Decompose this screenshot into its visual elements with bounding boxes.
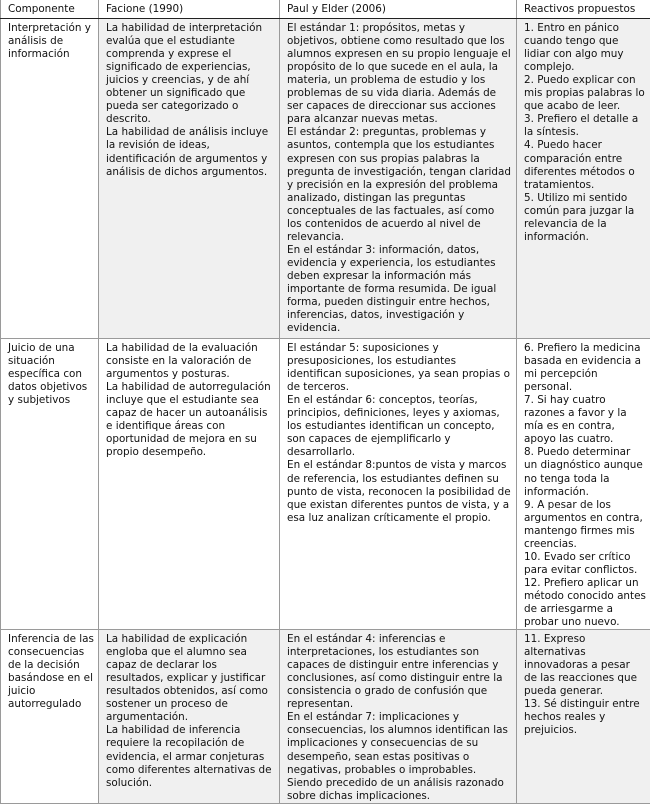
- header-reactivos: Reactivos propuestos: [517, 0, 650, 19]
- component-text: Juicio de una situación específica con datos objetivos y subjetivos: [8, 342, 94, 407]
- reactivo-item: 9. A pesar de los argumentos en contra, mantengo firmes mis creencias.: [524, 499, 646, 551]
- cell-paul-elder: [280, 630, 517, 804]
- reactivo-item: 12. Prefiero aplicar un método conocido antes de arriesgarme a probar uno nuevo.: [524, 577, 646, 629]
- header-row: [1, 0, 650, 19]
- reactivo-item: 3. Prefiero el detalle a la síntesis.: [524, 113, 646, 139]
- reactivo-item: 5. Utilizo mi sentido común para juzgar la relevancia de la información.: [524, 192, 646, 244]
- paragraph: El estándar 2: preguntas, problemas y asuntos, contempla que los estudiantes expresen con sus propias palabras la pregunta de investigación, tengan claridad y precisión en la expresión del problema analizado, distingan las preguntas conceptuales de las factuales, así como los contenidos de acuerdo al nivel de relevancia.: [287, 126, 512, 243]
- paragraph: El estándar 5: suposiciones y presuposiciones, los estudiantes identifican suposiciones, ya sean propias o de terceros.: [287, 342, 512, 394]
- reactivo-item: 7. Si hay cuatro razones a favor y la mía es en contra, apoyo las cuatro.: [524, 394, 646, 446]
- cell-reactivos: [517, 630, 650, 804]
- paragraph: La habilidad de interpretación evalúa que el estudiante comprenda y exprese el significado de experiencias, juicios y creencias, y de ahí obtener un significado que pueda ser categorizado o descrito.: [106, 22, 275, 126]
- cell-facione: [99, 19, 280, 339]
- table-row: [1, 630, 650, 804]
- paragraph: La habilidad de análisis incluye la revisión de ideas, identificación de argumentos y análisis de dichos argumentos.: [106, 126, 275, 178]
- header-componente: Componente: [1, 0, 99, 19]
- reactivo-item: 2. Puedo explicar con mis propias palabras lo que acabo de leer.: [524, 74, 646, 113]
- cell-componente: [1, 630, 99, 804]
- cell-facione: [99, 630, 280, 804]
- table-row: [1, 19, 650, 339]
- paragraph: La habilidad de autorregulación incluye que el estudiante sea capaz de hacer un autoanálisis e identifique áreas con oportunidad de mejora en su propio desempeño.: [106, 381, 275, 459]
- cell-reactivos: [517, 19, 650, 339]
- paragraph: En el estándar 7: implicaciones y consecuencias, los alumnos identifican las implicaciones y consecuencias de su desempeño, sean estas positivas o negativas, probables o improbables. Siendo precedido de un análisis razonado sobre dichas implicaciones.: [287, 711, 512, 802]
- paragraph: La habilidad de explicación engloba que el alumno sea capaz de declarar los resultados, explicar y justificar resultados obtenidos, así como sostener un proceso de argumentación.: [106, 633, 275, 724]
- paragraph: La habilidad de la evaluación consiste en la valoración de argumentos y posturas.: [106, 342, 275, 381]
- paragraph: La habilidad de inferencia requiere la recopilación de evidencia, el armar conjeturas como diferentes alternativas de solución.: [106, 724, 275, 789]
- cell-reactivos: [517, 339, 650, 630]
- cell-paul-elder: [280, 339, 517, 630]
- cell-paul-elder: [280, 19, 517, 339]
- header-facione: Facione (1990): [99, 0, 280, 19]
- paragraph: En el estándar 6: conceptos, teorías, principios, definiciones, leyes y axiomas, los estudiantes identifican un concepto, son capaces de ejemplificarlo y desarrollarlo.: [287, 394, 512, 459]
- reactivo-item: 8. Puedo determinar un diagnóstico aunque no tenga toda la información.: [524, 446, 646, 498]
- component-text: Interpretación y análisis de información: [8, 22, 94, 61]
- paragraph: El estándar 1: propósitos, metas y objetivos, obtiene como resultado que los alumnos expresen en su propio lenguaje el propósito de lo que sucede en el aula, la materia, un problema de estudio y los problemas de su vida diaria. Además de ser capaces de direccionar sus acciones para alcanzar nuevas metas.: [287, 22, 512, 126]
- header-paul-elder: Paul y Elder (2006): [280, 0, 517, 19]
- reactivo-item: 1. Entro en pánico cuando tengo que lidiar con algo muy complejo.: [524, 22, 646, 74]
- table-row: [1, 339, 650, 630]
- reactivo-item: 10. Evado ser crítico para evitar conflictos.: [524, 551, 646, 577]
- component-text: Inferencia de las consecuencias de la decisión basándose en el juicio autorregulado: [8, 633, 94, 711]
- paragraph: En el estándar 8:puntos de vista y marcos de referencia, los estudiantes definen su punto de vista, reconocen la posibilidad de que existan diferentes puntos de vista, y a esa luz analizan críticamente el propio.: [287, 459, 512, 524]
- cell-componente: [1, 19, 99, 339]
- cell-facione: [99, 339, 280, 630]
- cell-componente: [1, 339, 99, 630]
- reactivo-item: 6. Prefiero la medicina basada en evidencia a mi percepción personal.: [524, 342, 646, 394]
- reactivo-item: 11. Expreso alternativas innovadoras a pesar de las reacciones que pueda generar.: [524, 633, 646, 698]
- reactivo-item: 13. Sé distinguir entre hechos reales y prejuicios.: [524, 698, 646, 737]
- paragraph: En el estándar 3: información, datos, evidencia y experiencia, los estudiantes deben expresar la información más importante de forma resumida. De igual forma, pueden distinguir entre hechos, inferencias, datos, investigación y evidencia.: [287, 244, 512, 335]
- paragraph: En el estándar 4: inferencias e interpretaciones, los estudiantes son capaces de distinguir entre inferencias y conclusiones, así como distinguir entre la consistencia o grado de confusión que representan.: [287, 633, 512, 711]
- reactivo-item: 4. Puedo hacer comparación entre diferentes métodos o tratamientos.: [524, 139, 646, 191]
